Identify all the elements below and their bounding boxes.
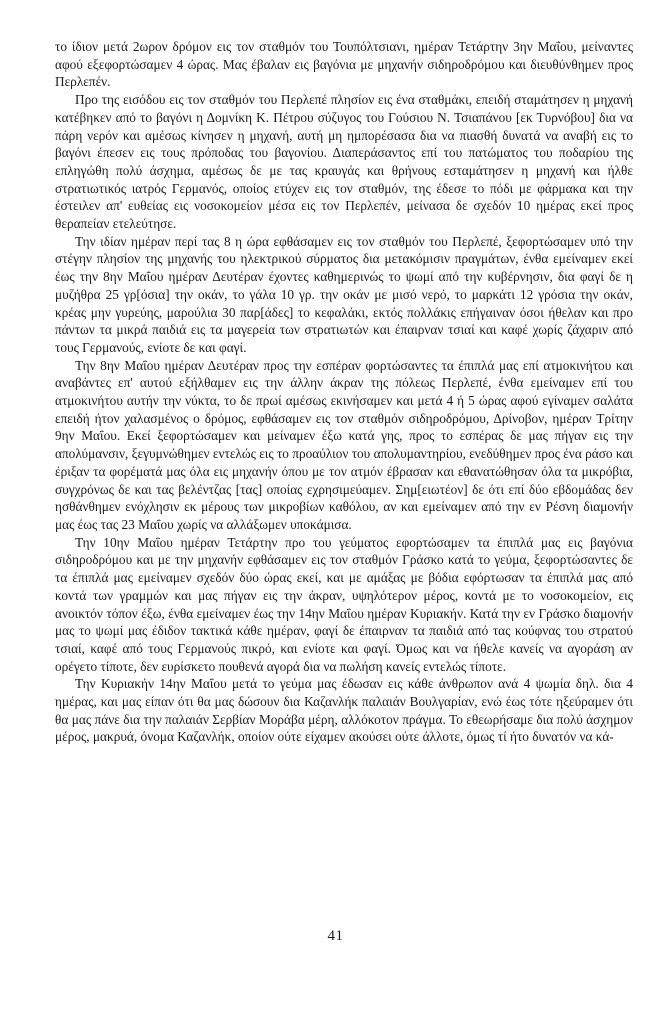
- paragraph-3: Την ιδίαν ημέραν περί τας 8 η ώρα εφθάσαμεν εις τον σταθμόν του Περλεπέ, ξεφορτώσαμεν υπό την στέγην πλησίον της μηχανής του ηλεκτρικού σύρματος δια μετακόμισιν πραγμάτων, ένθα εμείναμεν εκεί έως την 8ην Μαΐου ημέραν Δευτέραν έχοντες καθημερινώς το ψωμί από την κυβέρνησιν, δια φαγί δε η μυζήθρα 25 γρ[όσια] την οκάν, το γάλα 10 γρ. την οκάν με μισό νερό, το μαρκάτι 12 γρόσια την οκάν, κρέας μην γυρεύης, μαρούλια 30 παρ[άδες] το κεφαλάκι, εκτός πολλάκις επήγαιναν όσοι ήθελαν και προ πάντων τα μικρά παιδιά εις τα μαγερεία των στρατιωτών και έπαιρναν τσιαί και καφέ χωρίς ζάχαριν από τους Γερμανούς, ενίοτε δε και φαγί.: [55, 233, 633, 355]
- body-text: [55, 38, 633, 746]
- paragraph-6: Την Κυριακήν 14ην Μαΐου μετά το γεύμα μας έδωσαν εις κάθε άνθρωπον ανά 4 ψωμία δηλ. δια 4 ημέρας, και μας είπαν ότι θα μας δώσουν δια Καζανλήκ παλαιάν Βουλγαρίαν, ενώ έως τότε ηξεύραμεν ότι θα μας πάνε δια την παλαιάν Σερβίαν Μοράβα μέρη, αλλόκοτον πράγμα. Το εθεωρήσαμε δια πολύ άσχημον μέρος, μακρυά, όνομα Καζανλήκ, οποίον ούτε είχαμεν ακούσει ούτε άλλοτε, όμως τί ήτο δυνατόν να κά-: [55, 676, 633, 745]
- paragraph-5: Την 10ην Μαΐου ημέραν Τετάρτην προ του γεύματος εφορτώσαμεν τα έπιπλά μας εις βαγόνια σιδηροδρόμου και με την μηχανήν εφθάσαμεν εις τον σταθμόν Γράσκο κατά το γεύμα, ξεφορτώσαντες δε τα έπιπλά μας εμείναμεν σχεδόν δύο ώρας εκεί, και με αμάξας με βόδια εφόρτωσαν τα έπιπλά μας από κοντά των γραμμών και μας πήγαν εις την άκραν, υψηλότερον μέρος, κοντά με το νοσοκομείον, εις ανοικτόν τόπον έξω, ένθα εμείναμεν έως την 14ην Μαΐου ημέραν Κυριακήν. Κατά την εν Γράσκο διαμονήν μας το ψωμί μας έδιδον τακτικά κάθε ημέραν, φαγί δε έπαιρναν τα παιδιά από τας κούφνας του στρατού τσιαί, καφέ από τους Γερμανούς πικρό, και ενίοτε και φαγί. Όμως και να ήθελε κανείς να αγοράση αν ορέγετο τίποτε, δεν ευρίσκετο πουθενά αγορά δια να πωλήση κανείς εντελώς τίποτε.: [55, 534, 633, 674]
- paragraph-4: Την 8ην Μαΐου ημέραν Δευτέραν προς την εσπέραν φορτώσαντες τα έπιπλά μας επί ατμοκινήτου και αναβάντες επ' αυτού εξήλθαμεν εις την άλλην άκραν της πόλεως Περλεπέ, ένθα εμείναμεν επί του ατμοκινήτου αυτήν την νύκτα, το δε πρωί αμέσως εκινήσαμεν και μετά 4 ή 5 ώρας αφού εγίναμεν σαλάτα επειδή ήτον χαλασμένος ο δρόμος, εφθάσαμεν εις τον σταθμόν σιδηροδρόμου, Δρίνοβον, ημέραν Τρίτην 9ην Μαΐου. Εκεί ξεφορτώσαμεν και μείναμεν έξω κατά γης, προς το εσπέρας δε μας πήγαν εις την απολύμανσιν, ξεγυμνώθημεν εντελώς εις το προαύλιον του απολυμαντηρίου, ενεδύθημεν προς ένα ράσο και έριξαν τα φορέματά μας όλα εις μηχανήν όπου με τον ατμόν έβρασαν και εθανατώθησαν όλα τα μικρόβια, συγχρόνως δε και τας βελέντζας [τας] οποίας εχρησιμεύαμεν. Σημ[ειωτέον] δε ότι επί δύο εβδομάδας δεν ησθάνθημεν ενόχλησιν εκ μέρους των μικροβίων καθόλου, αν και εμείναμεν από την εν Ρέσνη διαμονήν μας έως τας 23 Μαΐου χωρίς να αλλάξωμεν υποκάμισα.: [55, 357, 633, 532]
- page-number: 41: [327, 928, 344, 944]
- paragraph-2: Προ της εισόδου εις τον σταθμόν του Περλεπέ πλησίον εις ένα σταθμάκι, επειδή σταμάτησεν η μηχανή κατέβηκεν από το βαγόνι η Δομνίκη Κ. Πέτρου σύζυγος του Γούσιου Ν. Τσιαπάνου [εκ Τυρνόβου] δια να πάρη νερόν και αμέσως κίνησεν η μηχανή, αυτή μη ημπορέσασα δια να πιασθή δυνατά να αναβή εις το βαγόνι έπεσεν εις τους πρόποδας του βαγονίου. Διαπεράσαντος επί του πατώματος του ποδαρίου της επληγώθη πολύ άσχημα, αμέσως δε με τας κραυγάς και θρήνους εσταμάτησεν η μηχανή και ήλθε στρατιωτικός ιατρός Γερμανός, οποίος ετύχεν εις τον σταθμόν, της έδεσε το πόδι με φάρμακα και την έστειλεν απ' ευθείας εις νοσοκομείον μέσα εις τον Περλεπέν, μείνασα δε σχεδόν 10 ημέρας εκεί προς θεραπείαν ετελεύτησε.: [55, 92, 633, 232]
- paragraph-1: το ίδιον μετά 2ωρον δρόμον εις τον σταθμόν του Τουπόλτσιανι, ημέραν Τετάρτην 3ην Μαΐου, μείναντες αφού εξεφορτώσαμεν 4 ώρας. Μας έβαλαν εις βαγόνια με μηχανήν σιδηροδρόμου και διευθύνθημεν προς Περλεπέν.: [55, 39, 633, 90]
